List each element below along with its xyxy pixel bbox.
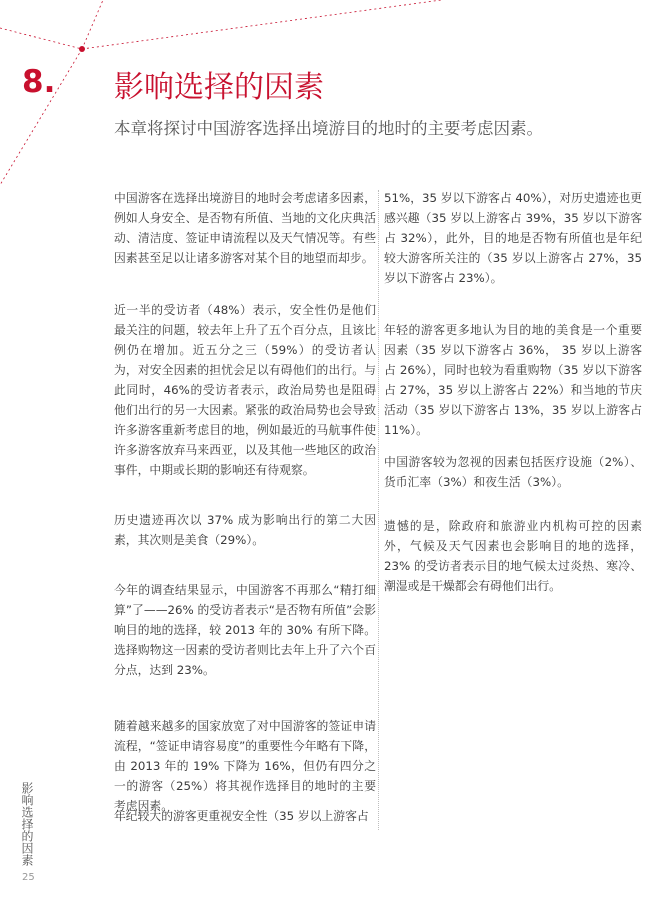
paragraph: 近一半的受访者（48%）表示，安全性仍是他们最关注的问题，较去年上升了五个百分点，且该比例仍在增加。近五分之三（59%）的受访者认为，对安全因素的担忧会足以有碍他们的出行。与此同时，46%的受访者表示，政治局势也是阻碍他们出行的另一大因素。紧张的政治局势也会导致许多游客重新考虑目的地，例如最近的马航事件使许多游客放弃马来西亚，以及其他一些地区的政治事件，中期或长期的影响还有待观察。 [114, 303, 376, 477]
paragraph: 今年的调查结果显示，中国游客不再那么“精打细算”了——26% 的受访者表示“是否物有所值”会影响目的地的选择，较 2013 年的 30% 有所下降。选择购物这一因素的受访者则比去年上升了六个百分点，达到 23%。 [114, 583, 376, 677]
chapter-number: 8. [22, 64, 56, 100]
paragraph: 中国游客较为忽视的因素包括医疗设施（2%）、货币汇率（3%）和夜生活（3%）。 [384, 455, 642, 489]
column-divider [378, 190, 380, 830]
paragraph: 年轻的游客更多地认为目的地的美食是一个重要因素（35 岁以下游客占 36%， 35 岁以上游客占 26%），同时也较为看重购物（35 岁以下游客占 27%，35 岁以上游客占 22%）和当地的节庆活动（35 岁以下游客占 13%，35 岁以上游客占 11%）。 [384, 323, 642, 437]
chapter-title: 影响选择的因素 [114, 70, 324, 105]
dotted-line-top-left [0, 28, 82, 49]
section-side-label: 影响选择的因素 [20, 782, 34, 866]
paragraph: 随着越来越多的国家放宽了对中国游客的签证申请流程，“签证申请容易度”的重要性今年略有下降，由 2013 年的 19% 下降为 16%，但仍有四分之一的游客（25%）将其视作选择目的地时的主要考虑因素。 [114, 719, 376, 813]
paragraph: 历史遗迹再次以 37% 成为影响出行的第二大因素，其次则是美食（29%）。 [114, 513, 376, 547]
dotted-line-diagonal-right [82, 0, 661, 49]
chapter-intro: 本章将探讨中国游客选择出境游目的地时的主要考虑因素。 [114, 119, 543, 138]
dotted-line-vertical-up [82, 0, 103, 49]
junction-dot [79, 46, 85, 52]
paragraph: 遗憾的是，除政府和旅游业内机构可控的因素外，气候及天气因素也会影响目的地的选择，23% 的受访者表示目的地气候太过炎热、寒冷、潮湿或是干燥都会有碍他们出行。 [384, 519, 642, 593]
paragraph: 年纪较大的游客更重视安全性（35 岁以上游客占 [114, 809, 369, 823]
paragraph: 中国游客在选择出境游目的地时会考虑诸多因素，例如人身安全、是否物有所值、当地的文化庆典活动、清洁度、签证申请流程以及天气情况等。有些因素甚至足以让诸多游客对某个目的地望而却步。 [114, 191, 376, 265]
paragraph: 51%，35 岁以下游客占 40%），对历史遗迹也更感兴趣（35 岁以上游客占 39%，35 岁以下游客占 32%），此外，目的地是否物有所值也是年纪较大游客所关注的（35 岁以上游客占 27%，35 岁以下游客占 23%）。 [384, 191, 642, 285]
page-number: 25 [22, 872, 35, 883]
